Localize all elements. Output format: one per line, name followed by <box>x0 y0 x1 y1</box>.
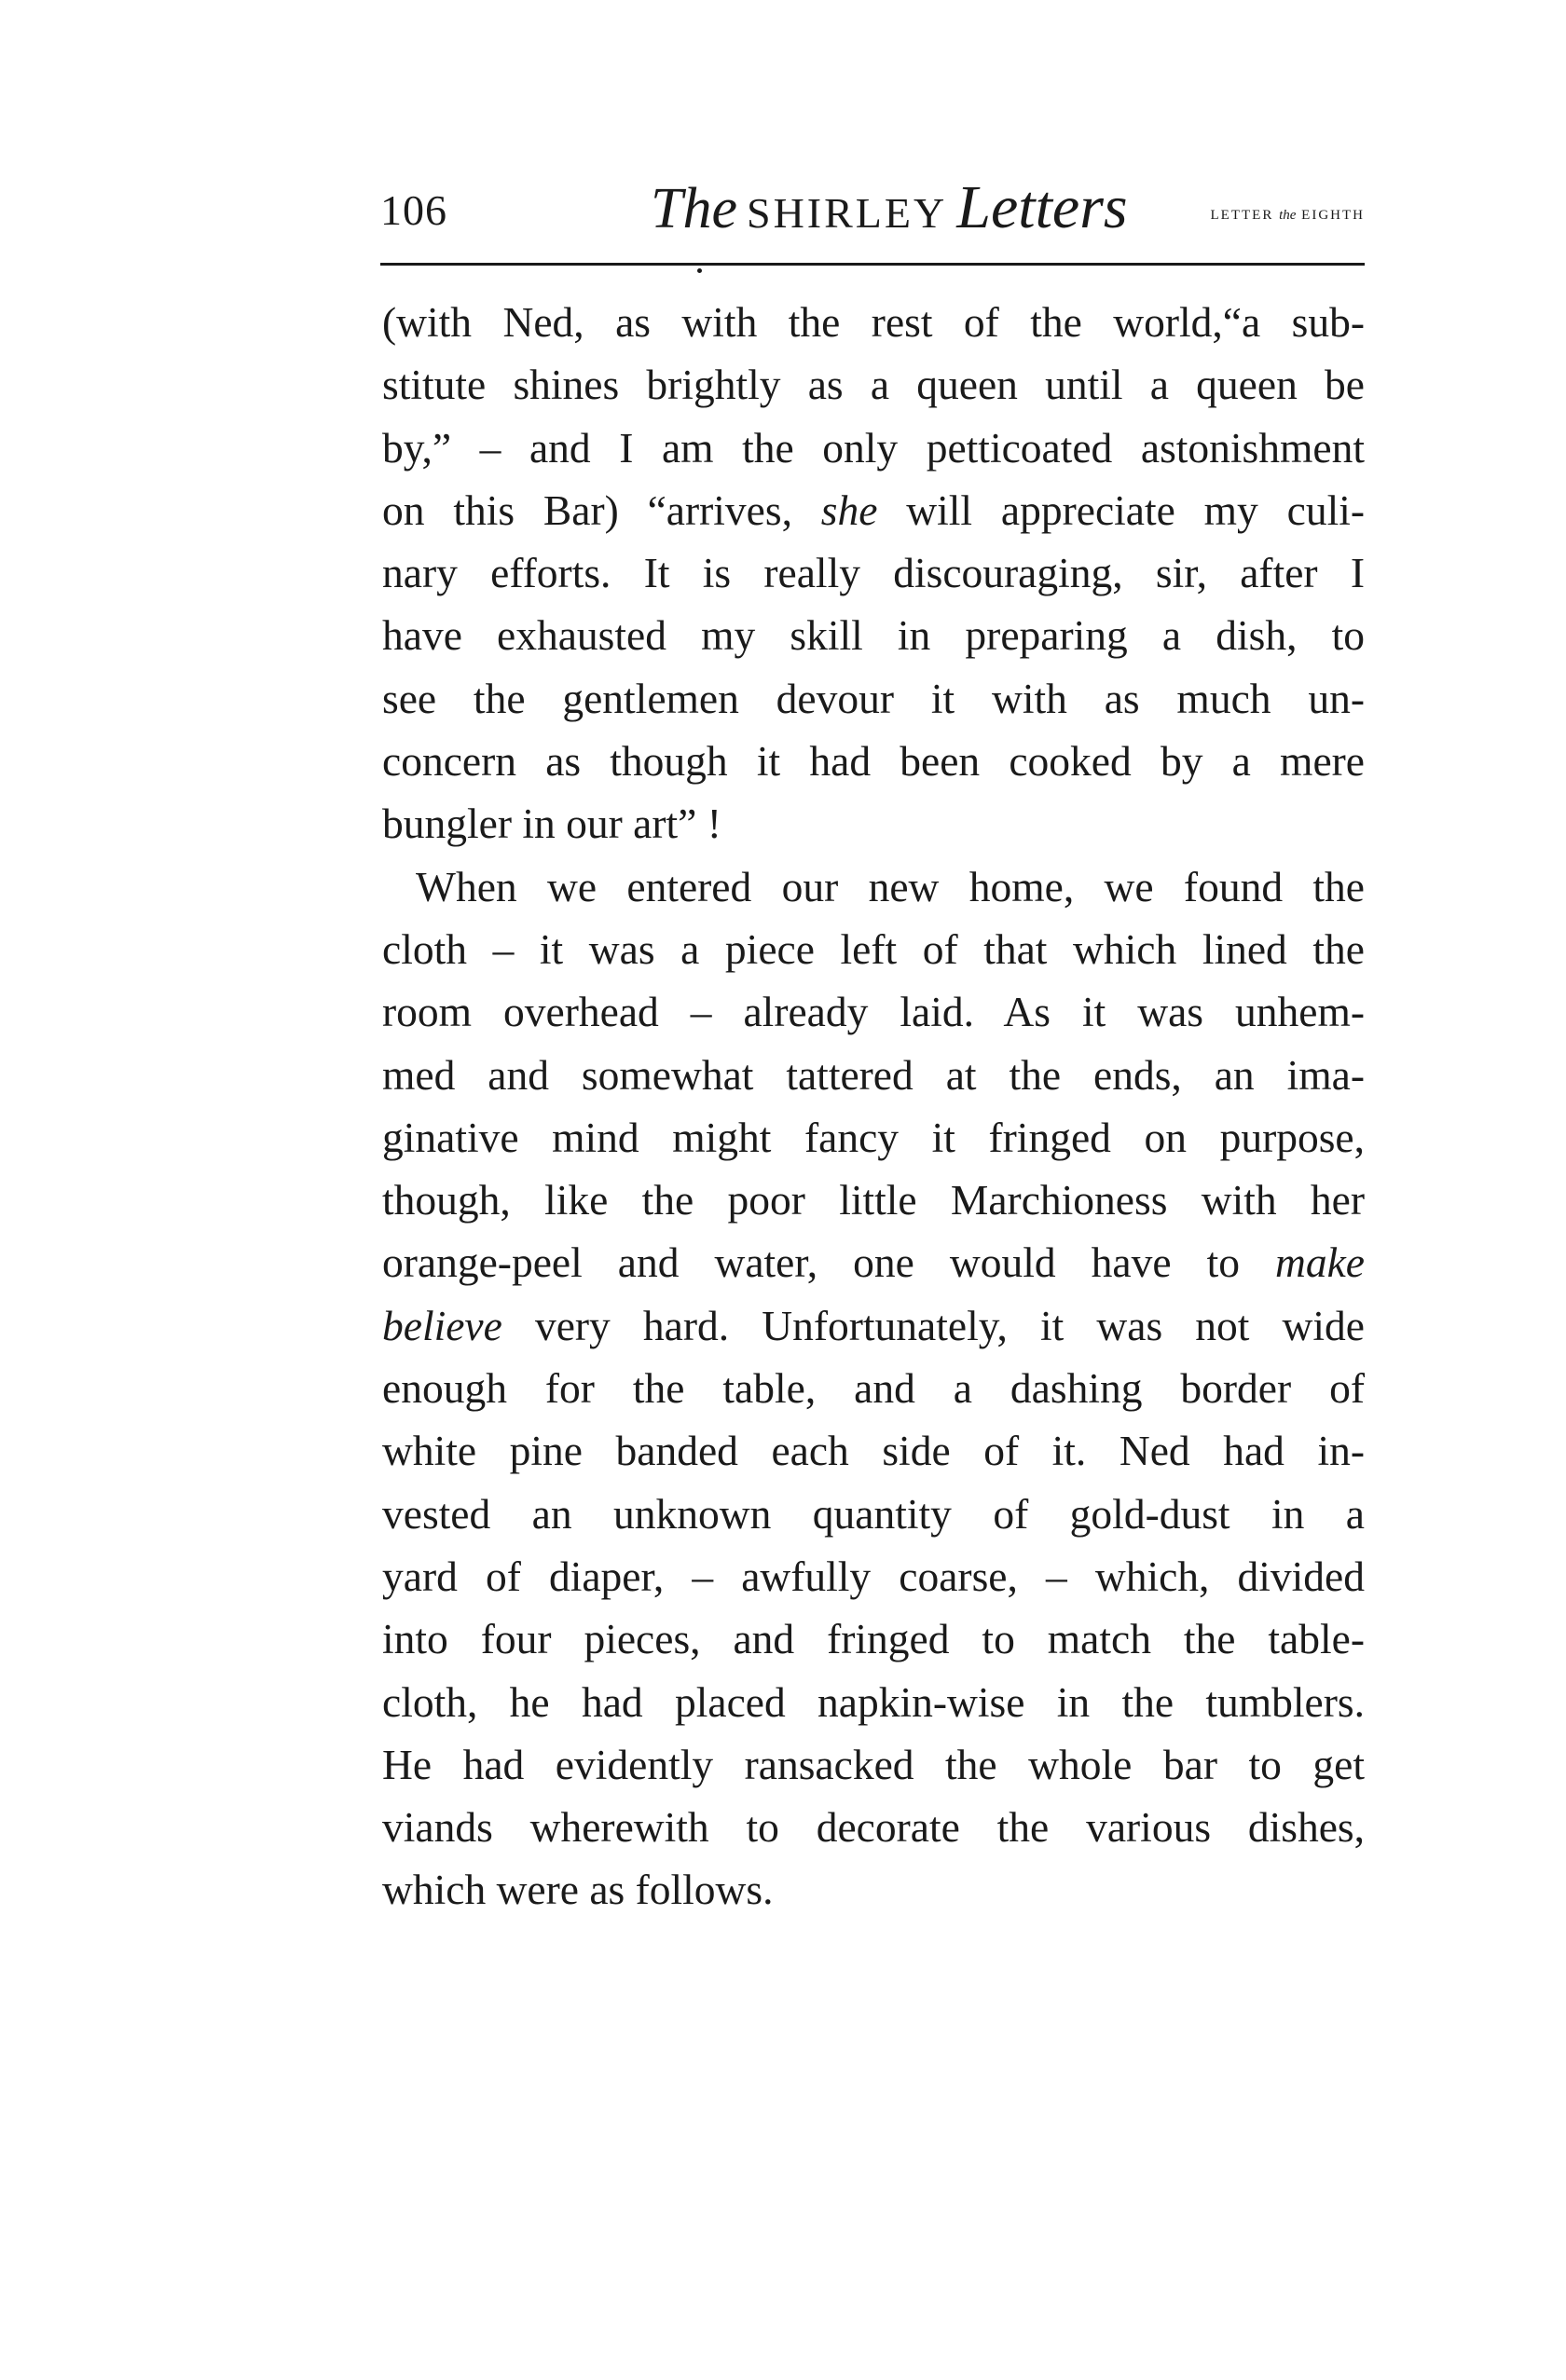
text-run: have exhausted my skill in preparing a dish, to <box>382 611 1365 660</box>
text-line <box>382 1671 1365 1733</box>
page-number: 106 <box>380 186 447 234</box>
text-line <box>382 1231 1365 1293</box>
text-run: cloth, he had placed napkin-wise in the tumblers. <box>382 1677 1365 1726</box>
text-run: see the gentlemen devour it with as much un- <box>382 674 1365 722</box>
chapter-label-suffix: EIGHTH <box>1301 208 1365 223</box>
body-text <box>382 291 1365 1922</box>
text-run: nary efforts. It is really discouraging, sir, after I <box>382 549 1365 597</box>
text-line <box>382 855 1365 918</box>
italic-text: believe <box>382 1301 502 1349</box>
text-run: bungler in our art” ! <box>382 800 721 848</box>
text-run: vested an unknown quantity of gold-dust in a <box>382 1489 1365 1538</box>
header-rule <box>380 263 1365 266</box>
text-line <box>382 792 1365 855</box>
text-run: very hard. Unfortunately, it was not wide <box>501 1301 1365 1349</box>
running-head <box>380 172 1365 247</box>
text-line <box>382 353 1365 416</box>
italic-text: make <box>1275 1238 1365 1287</box>
text-line <box>382 541 1365 604</box>
text-run: concern as though it had been cooked by a mere <box>382 737 1365 786</box>
text-line <box>382 1294 1365 1357</box>
text-line <box>382 1357 1365 1419</box>
header-rule-dot <box>697 268 702 273</box>
chapter-label <box>1211 208 1365 224</box>
chapter-label-the: the <box>1279 208 1297 223</box>
text-run: med and somewhat tattered at the ends, an ima- <box>382 1050 1365 1099</box>
text-line <box>382 1733 1365 1796</box>
text-run: white pine banded each side of it. Ned had in- <box>382 1427 1365 1475</box>
text-run: though, like the poor little Marchioness with her <box>382 1176 1365 1224</box>
book-title-shirley: SHIRLEY <box>747 189 948 237</box>
text-run: ginative mind might fancy it fringed on purpose, <box>382 1113 1365 1161</box>
text-run: room overhead – already laid. As it was unhem- <box>382 988 1365 1036</box>
text-run: viands wherewith to decorate the various dishes, <box>382 1803 1365 1852</box>
text-line <box>382 1169 1365 1231</box>
text-line <box>382 980 1365 1043</box>
text-run: stitute shines brightly as a queen until a queen be <box>382 361 1365 409</box>
italic-text: she <box>820 486 878 534</box>
text-run: yard of diaper, – awfully coarse, – which, divided <box>382 1552 1365 1600</box>
book-title <box>651 172 1128 243</box>
text-line <box>382 1796 1365 1858</box>
text-run: When we entered our new home, we found the <box>416 862 1365 910</box>
text-line <box>382 604 1365 666</box>
text-run: cloth – it was a piece left of that which lined the <box>382 924 1365 973</box>
text-run: (with Ned, as with the rest of the world,“a sub- <box>382 298 1365 346</box>
text-run: which were as follows. <box>382 1866 774 1914</box>
text-line <box>382 1858 1365 1921</box>
text-line <box>382 1483 1365 1545</box>
text-run: orange-peel and water, one would have to <box>382 1238 1275 1287</box>
text-run: by,” – and I am the only petticoated astonishment <box>382 423 1365 472</box>
text-run: He had evidently ransacked the whole bar to get <box>382 1740 1365 1788</box>
chapter-label-prefix: LETTER <box>1210 208 1274 223</box>
book-title-letters: Letters <box>956 173 1128 241</box>
text-line <box>382 667 1365 730</box>
text-run: enough for the table, and a dashing border of <box>382 1364 1365 1413</box>
text-run: into four pieces, and fringed to match the table- <box>382 1615 1365 1663</box>
text-line <box>382 730 1365 792</box>
text-run: will appreciate my culi- <box>877 486 1366 534</box>
text-line <box>382 1044 1365 1106</box>
text-line <box>382 1419 1365 1482</box>
text-run: on this Bar) “arrives, <box>382 486 821 534</box>
text-line <box>382 918 1365 980</box>
text-line <box>382 1607 1365 1670</box>
book-title-the: The <box>651 177 737 240</box>
text-line <box>382 1106 1365 1169</box>
text-line <box>382 291 1365 353</box>
text-line <box>382 417 1365 479</box>
text-line <box>382 479 1365 541</box>
text-line <box>382 1545 1365 1607</box>
